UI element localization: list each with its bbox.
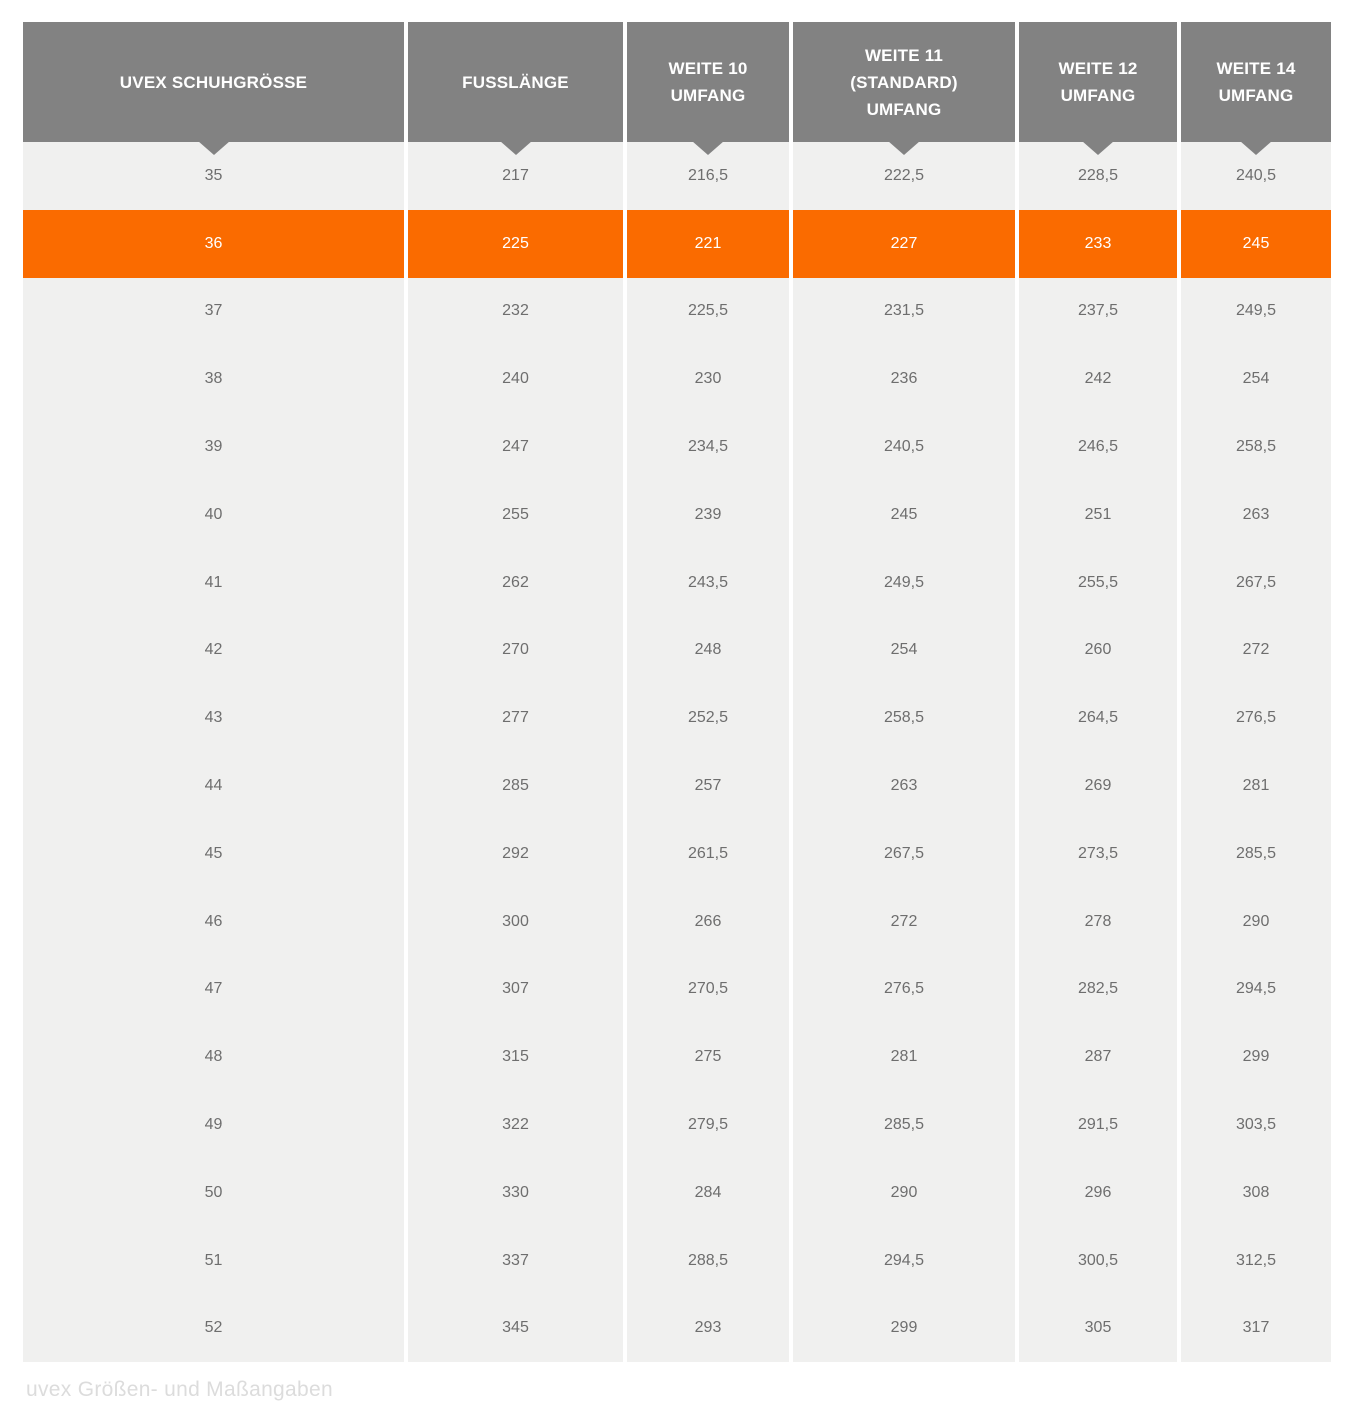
table-cell: 36	[23, 210, 404, 278]
header-label: WEITE 12	[1058, 59, 1138, 78]
table-cell: 38	[23, 345, 404, 413]
table-cell: 300	[408, 888, 623, 956]
table-cell: 282,5	[1019, 956, 1177, 1024]
table-cell: 288,5	[627, 1227, 789, 1295]
table-caption: uvex Größen- und Maßangaben	[26, 1378, 333, 1401]
table-cell: 263	[1181, 481, 1331, 549]
header-pointer-triangle-icon	[1240, 141, 1272, 155]
table-cell: 40	[23, 481, 404, 549]
table-row-highlighted[interactable]	[23, 210, 1331, 278]
header-label: UMFANG	[1060, 86, 1136, 105]
header-cell-5	[1181, 22, 1331, 142]
table-cell: 292	[408, 820, 623, 888]
table-cell: 249,5	[793, 549, 1015, 617]
table-cell: 290	[793, 1159, 1015, 1227]
table-cell: 246,5	[1019, 413, 1177, 481]
table-cell: 279,5	[627, 1091, 789, 1159]
table-cell: 277	[408, 684, 623, 752]
header-pointer-triangle-icon	[500, 141, 532, 155]
table-cell: 48	[23, 1023, 404, 1091]
table-cell: 330	[408, 1159, 623, 1227]
table-cell: 249,5	[1181, 278, 1331, 346]
table-cell: 315	[408, 1023, 623, 1091]
table-cell: 299	[793, 1295, 1015, 1363]
table-cell: 337	[408, 1227, 623, 1295]
table-cell: 305	[1019, 1295, 1177, 1363]
table-row[interactable]	[23, 549, 1331, 617]
table-cell: 37	[23, 278, 404, 346]
table-cell: 285	[408, 752, 623, 820]
table-cell: 296	[1019, 1159, 1177, 1227]
table-header-row	[23, 22, 1331, 142]
table-cell: 322	[408, 1091, 623, 1159]
table-cell: 252,5	[627, 684, 789, 752]
table-cell: 294,5	[793, 1227, 1015, 1295]
table-cell: 270,5	[627, 956, 789, 1024]
table-cell: 216,5	[627, 142, 789, 210]
table-row[interactable]	[23, 684, 1331, 752]
table-row[interactable]	[23, 752, 1331, 820]
table-cell: 281	[1181, 752, 1331, 820]
table-cell: 225,5	[627, 278, 789, 346]
header-cell-3	[793, 22, 1015, 142]
header-label: FUSSLÄNGE	[462, 72, 569, 92]
table-cell: 255,5	[1019, 549, 1177, 617]
table-cell: 254	[793, 617, 1015, 685]
table-cell: 51	[23, 1227, 404, 1295]
table-cell: 260	[1019, 617, 1177, 685]
table-cell: 248	[627, 617, 789, 685]
table-cell: 50	[23, 1159, 404, 1227]
table-row[interactable]	[23, 1091, 1331, 1159]
header-label: UMFANG	[1218, 86, 1294, 105]
table-cell: 242	[1019, 345, 1177, 413]
table-cell: 255	[408, 481, 623, 549]
table-row[interactable]	[23, 956, 1331, 1024]
table-cell: 222,5	[793, 142, 1015, 210]
table-cell: 240,5	[1181, 142, 1331, 210]
table-cell: 270	[408, 617, 623, 685]
table-cell: 251	[1019, 481, 1177, 549]
table-row[interactable]	[23, 888, 1331, 956]
table-cell: 230	[627, 345, 789, 413]
table-cell: 287	[1019, 1023, 1177, 1091]
table-cell: 281	[793, 1023, 1015, 1091]
table-cell: 233	[1019, 210, 1177, 278]
table-cell: 278	[1019, 888, 1177, 956]
table-cell: 42	[23, 617, 404, 685]
table-cell: 46	[23, 888, 404, 956]
table-cell: 243,5	[627, 549, 789, 617]
table-cell: 284	[627, 1159, 789, 1227]
table-cell: 39	[23, 413, 404, 481]
table-row[interactable]	[23, 1023, 1331, 1091]
table-cell: 236	[793, 345, 1015, 413]
table-cell: 41	[23, 549, 404, 617]
table-cell: 307	[408, 956, 623, 1024]
table-cell: 345	[408, 1295, 623, 1363]
header-pointer-triangle-icon	[1082, 141, 1114, 155]
table-cell: 257	[627, 752, 789, 820]
table-row[interactable]	[23, 278, 1331, 346]
header-label: UMFANG	[670, 86, 746, 105]
table-cell: 247	[408, 413, 623, 481]
table-cell: 262	[408, 549, 623, 617]
table-cell: 267,5	[793, 820, 1015, 888]
table-row[interactable]	[23, 1159, 1331, 1227]
table-row[interactable]	[23, 1227, 1331, 1295]
table-cell: 317	[1181, 1295, 1331, 1363]
table-cell: 240,5	[793, 413, 1015, 481]
table-cell: 228,5	[1019, 142, 1177, 210]
table-cell: 245	[1181, 210, 1331, 278]
header-pointer-triangle-icon	[888, 141, 920, 155]
table-cell: 276,5	[793, 956, 1015, 1024]
header-label: UMFANG	[866, 99, 942, 119]
table-cell: 312,5	[1181, 1227, 1331, 1295]
table-row[interactable]	[23, 617, 1331, 685]
header-cell-2	[627, 22, 789, 142]
table-cell: 221	[627, 210, 789, 278]
table-cell: 232	[408, 278, 623, 346]
table-cell: 52	[23, 1295, 404, 1363]
table-cell: 285,5	[793, 1091, 1015, 1159]
table-cell: 239	[627, 481, 789, 549]
table-cell: 272	[793, 888, 1015, 956]
table-cell: 300,5	[1019, 1227, 1177, 1295]
header-cell-0	[23, 22, 404, 142]
table-row[interactable]	[23, 1295, 1331, 1363]
table-row[interactable]	[23, 481, 1331, 549]
table-cell: 254	[1181, 345, 1331, 413]
table-cell: 217	[408, 142, 623, 210]
table-cell: 263	[793, 752, 1015, 820]
table-cell: 272	[1181, 617, 1331, 685]
table-cell: 308	[1181, 1159, 1331, 1227]
table-cell: 49	[23, 1091, 404, 1159]
table-cell: 291,5	[1019, 1091, 1177, 1159]
header-label: WEITE 10	[668, 59, 748, 78]
table-cell: 264,5	[1019, 684, 1177, 752]
table-cell: 303,5	[1181, 1091, 1331, 1159]
table-cell: 234,5	[627, 413, 789, 481]
table-cell: 35	[23, 142, 404, 210]
table-cell: 267,5	[1181, 549, 1331, 617]
table-cell: 276,5	[1181, 684, 1331, 752]
header-label: UVEX SCHUHGRÖSSE	[119, 72, 308, 92]
table-cell: 266	[627, 888, 789, 956]
header-cell-4	[1019, 22, 1177, 142]
header-pointer-triangle-icon	[198, 141, 230, 155]
header-label: (STANDARD)	[850, 72, 958, 92]
table-cell: 269	[1019, 752, 1177, 820]
table-cell: 258,5	[1181, 413, 1331, 481]
table-row[interactable]	[23, 345, 1331, 413]
table-row[interactable]	[23, 413, 1331, 481]
table-row[interactable]	[23, 820, 1331, 888]
uvex-size-table	[23, 22, 1331, 1362]
table-cell: 45	[23, 820, 404, 888]
table-cell: 261,5	[627, 820, 789, 888]
header-cell-1	[408, 22, 623, 142]
table-cell: 294,5	[1181, 956, 1331, 1024]
table-cell: 245	[793, 481, 1015, 549]
header-label: WEITE 11	[864, 45, 944, 65]
table-cell: 44	[23, 752, 404, 820]
table-cell: 240	[408, 345, 623, 413]
table-cell: 237,5	[1019, 278, 1177, 346]
table-cell: 299	[1181, 1023, 1331, 1091]
header-label: WEITE 14	[1216, 59, 1296, 78]
table-body	[23, 142, 1331, 1362]
table-cell: 285,5	[1181, 820, 1331, 888]
table-cell: 273,5	[1019, 820, 1177, 888]
table-cell: 231,5	[793, 278, 1015, 346]
table-cell: 293	[627, 1295, 789, 1363]
table-cell: 47	[23, 956, 404, 1024]
table-cell: 225	[408, 210, 623, 278]
table-cell: 275	[627, 1023, 789, 1091]
table-cell: 227	[793, 210, 1015, 278]
header-pointer-triangle-icon	[692, 141, 724, 155]
table-cell: 290	[1181, 888, 1331, 956]
table-cell: 258,5	[793, 684, 1015, 752]
table-cell: 43	[23, 684, 404, 752]
